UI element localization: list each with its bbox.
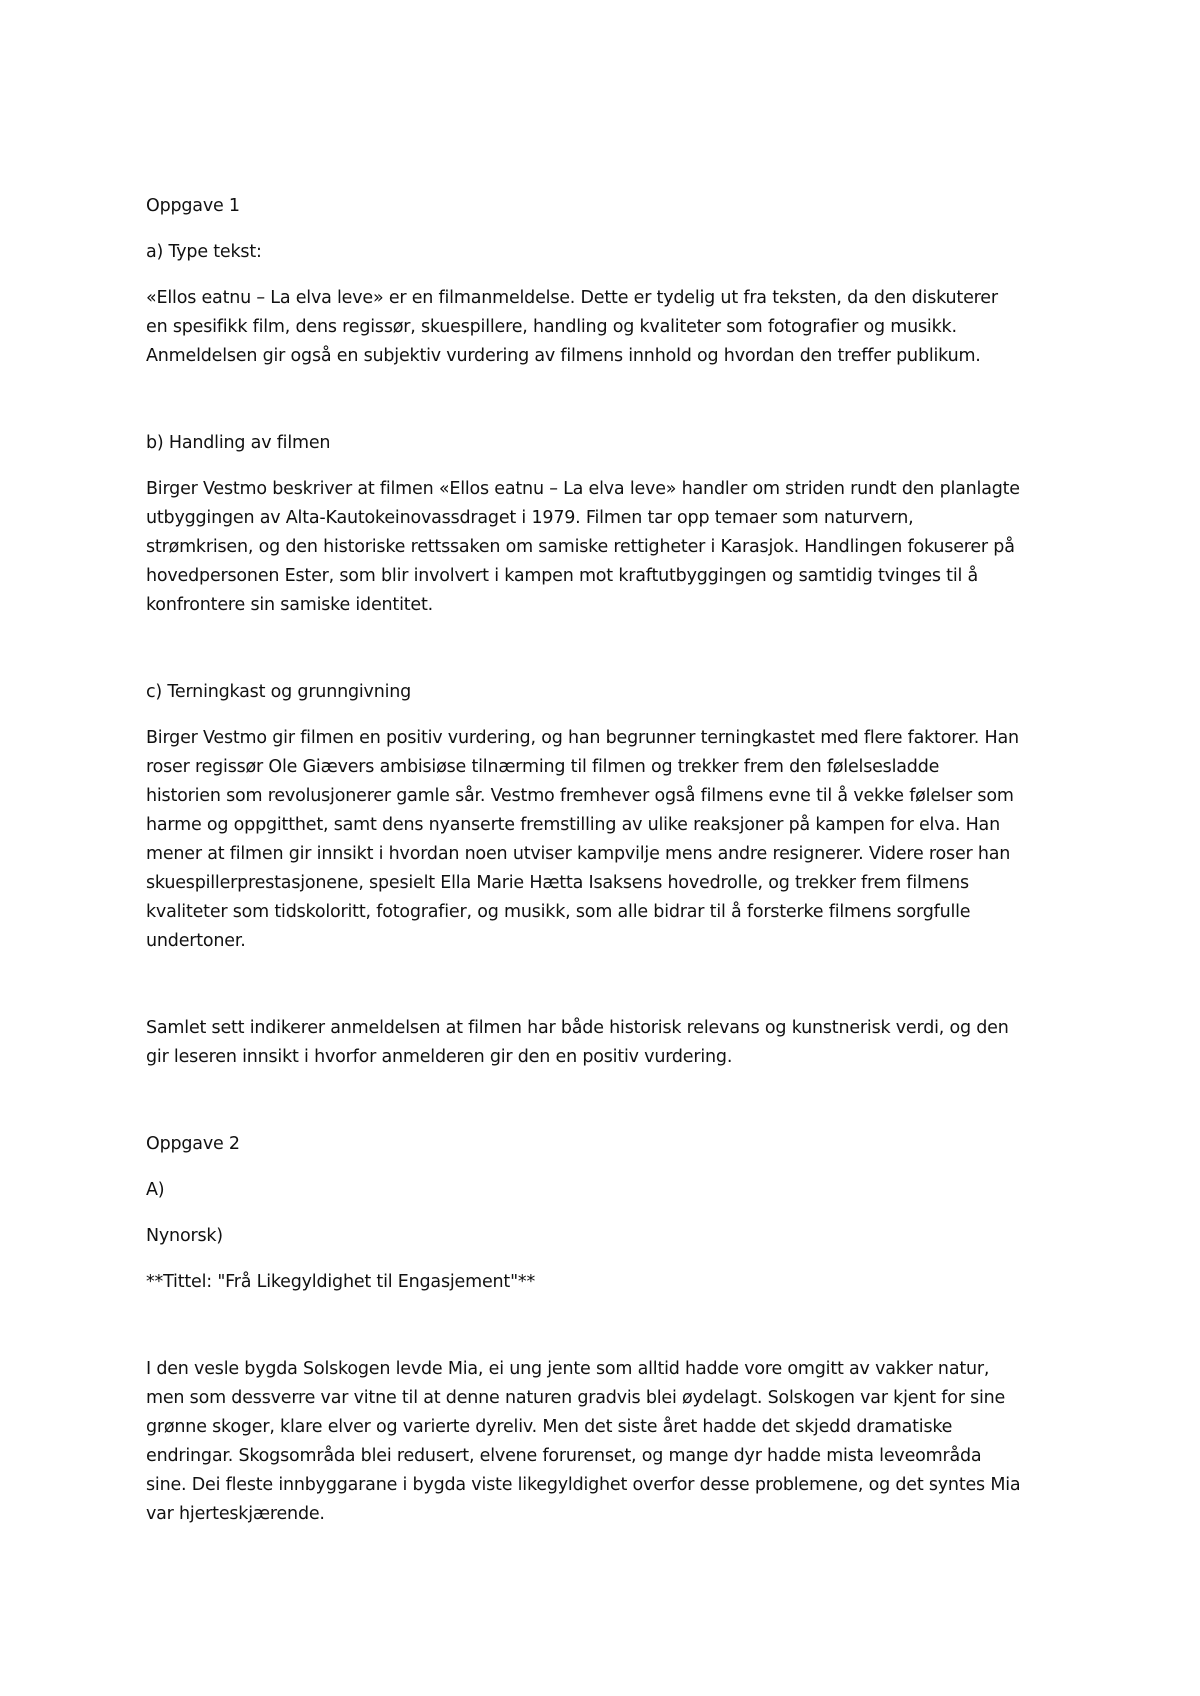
paragraph-line: I den vesle bygda Solskogen levde Mia, ei ung jente som alltid hadde vore omgitt av vakker natur, (146, 1359, 990, 1379)
paragraph-line: skuespillerprestasjonene, spesielt Ella Marie Hætta Isaksens hovedrolle, og trekker frem filmens (146, 873, 969, 893)
paragraph-line: Anmeldelsen gir også en subjektiv vurdering av filmens innhold og hvordan den treffer publikum. (146, 346, 981, 366)
section-b-paragraph (146, 475, 1066, 620)
paragraph-line: grønne skoger, klare elver og varierte dyreliv. Men det siste året hadde det skjedd dramatiske (146, 1417, 953, 1437)
paragraph-line: gir leseren innsikt i hvorfor anmelderen gir den en positiv vurdering. (146, 1047, 733, 1067)
paragraph-line: en spesifikk film, dens regissør, skuespillere, handling og kvaliteter som fotografier og musikk. (146, 317, 957, 337)
paragraph-line: «Ellos eatnu – La elva leve» er en filmanmeldelse. Dette er tydelig ut fra teksten, da den diskuterer (146, 288, 998, 308)
paragraph-line: mener at filmen gir innsikt i hvordan noen utviser kampvilje mens andre resignerer. Videre roser han (146, 844, 1011, 864)
paragraph-line: Samlet sett indikerer anmeldelsen at filmen har både historisk relevans og kunstnerisk verdi, og den (146, 1018, 1009, 1038)
paragraph-line: endringar. Skogsområda blei redusert, elvene forurenset, og mange dyr hadde mista leveområda (146, 1446, 982, 1466)
paragraph-line: undertoner. (146, 931, 246, 951)
paragraph-line: strømkrisen, og den historiske rettssaken om samiske rettigheter i Karasjok. Handlingen fokuserer på (146, 537, 1015, 557)
section-b-label: b) Handling av filmen (146, 433, 331, 453)
paragraph-line: harme og oppgitthet, samt dens nyanserte fremstilling av ulike reaksjoner på kampen for elva. Han (146, 815, 1000, 835)
paragraph-line: kvaliteter som tidskoloritt, fotografier, og musikk, som alle bidrar til å forsterke filmens sorgfulle (146, 902, 971, 922)
paragraph-line: var hjerteskjærende. (146, 1504, 325, 1524)
section-a-label: a) Type tekst: (146, 242, 262, 262)
paragraph-line: konfrontere sin samiske identitet. (146, 595, 433, 615)
paragraph-line: Birger Vestmo gir filmen en positiv vurdering, og han begrunner terningkastet med flere faktorer. Han (146, 728, 1019, 748)
section-c-label: c) Terningkast og grunngivning (146, 682, 412, 702)
paragraph-line: historien som revolusjonerer gamle sår. Vestmo fremhever også filmens evne til å vekke følelser som (146, 786, 1014, 806)
document-body (146, 192, 1066, 1529)
part-a-label: A) (146, 1180, 165, 1200)
paragraph-line: utbyggingen av Alta-Kautokeinovassdraget i 1979. Filmen tar opp temaer som naturvern, (146, 508, 914, 528)
paragraph-line: sine. Dei fleste innbyggarane i bygda viste likegyldighet overfor desse problemene, og det syntes Mia (146, 1475, 1021, 1495)
paragraph-line: men som dessverre var vitne til at denne naturen gradvis blei øydelagt. Solskogen var kjent for sine (146, 1388, 1006, 1408)
summary-paragraph (146, 1014, 1066, 1072)
story-paragraph (146, 1355, 1066, 1529)
paragraph-line: hovedpersonen Ester, som blir involvert i kampen mot kraftutbyggingen og samtidig tvinges til å (146, 566, 979, 586)
oppgave1-heading: Oppgave 1 (146, 196, 240, 216)
paragraph-line: roser regissør Ole Giævers ambisiøse tilnærming til filmen og trekker frem den følelsesladde (146, 757, 940, 777)
story-title: **Tittel: "Frå Likegyldighet til Engasjement"** (146, 1272, 536, 1292)
section-a-paragraph (146, 284, 1066, 371)
language-label: Nynorsk) (146, 1226, 223, 1246)
section-c-paragraph (146, 724, 1066, 956)
oppgave2-heading: Oppgave 2 (146, 1134, 240, 1154)
paragraph-line: Birger Vestmo beskriver at filmen «Ellos eatnu – La elva leve» handler om striden rundt den planlagte (146, 479, 1020, 499)
